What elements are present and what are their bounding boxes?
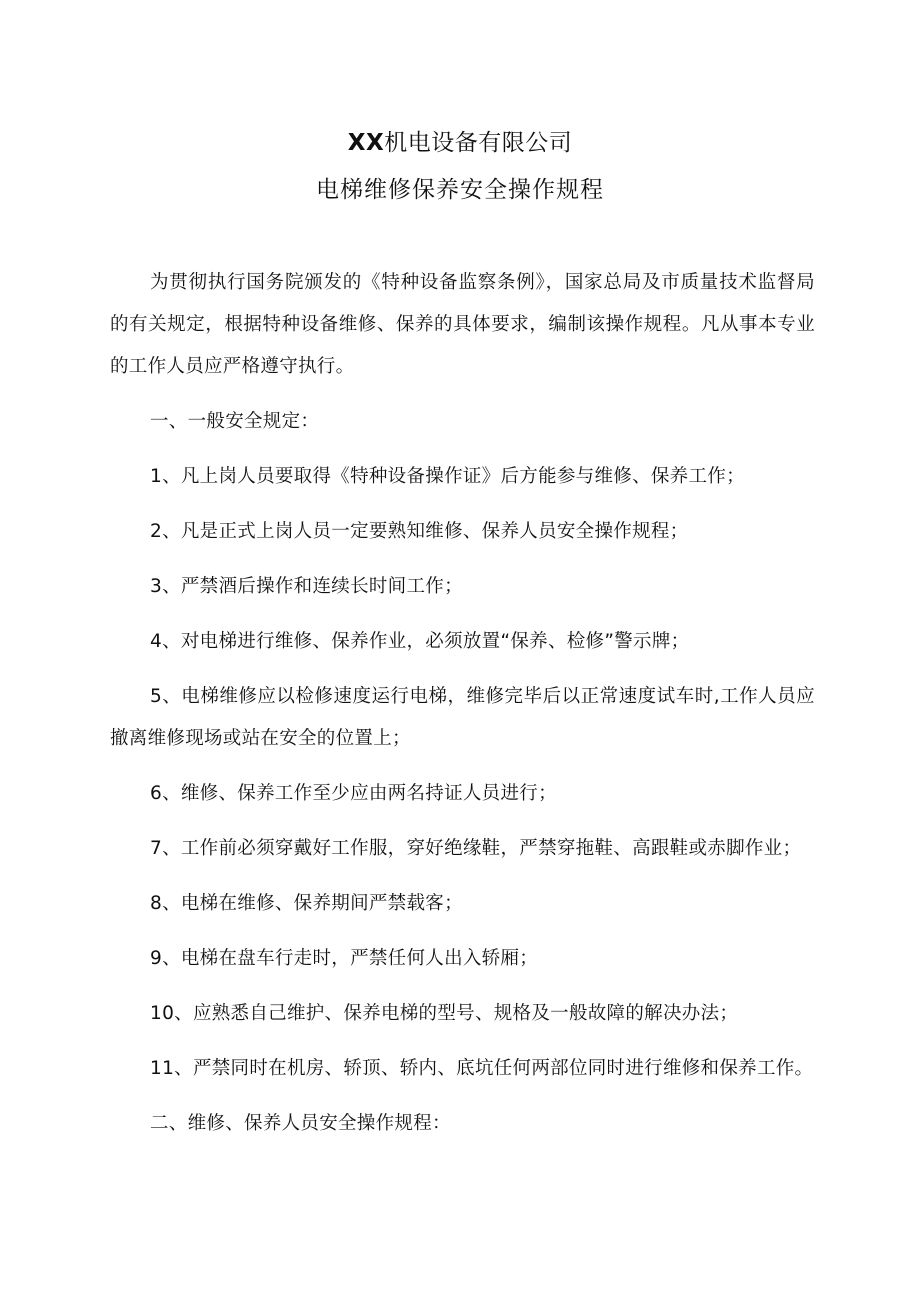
section-2-heading: 二、维修、保养人员安全操作规程： xyxy=(150,1113,451,1134)
document-title: 电梯维修保养安全操作规程 xyxy=(316,177,604,203)
company-prefix: XX xyxy=(347,130,385,156)
rule-item-4: 4、对电梯进行维修、保养作业，必须放置“保养、检修”警示牌； xyxy=(150,631,690,652)
company-name xyxy=(0,125,920,161)
rule-item-8: 8、电梯在维修、保养期间严禁载客； xyxy=(150,893,463,914)
rule-item-7: 7、工作前必须穿戴好工作服，穿好绝缘鞋，严禁穿拖鞋、高跟鞋或赤脚作业； xyxy=(150,838,802,859)
rule-item-6: 6、维修、保养工作至少应由两名持证人员进行； xyxy=(150,783,557,804)
rule-item-10: 10、应熟悉自己维护、保养电梯的型号、规格及一般故障的解决办法； xyxy=(150,1003,739,1024)
document-body xyxy=(110,262,815,1158)
rule-item-5: 5、电梯维修应以检修速度运行电梯，维修完毕后以正常速度试车时,工作人员应撤离维修现场或站在安全的位置上； xyxy=(110,686,815,749)
rule-item-9: 9、电梯在盘车行走时，严禁任何人出入轿厢； xyxy=(150,948,539,969)
rule-item-11: 11、严禁同时在机房、轿顶、轿内、底坑任何两部位同时进行维修和保养工作。 xyxy=(150,1058,814,1079)
intro-paragraph: 为贯彻执行国务院颁发的《特种设备监察条例》，国家总局及市质量技术监督局的有关规定，根据特种设备维修、保养的具体要求，编制该操作规程。凡从事本专业的工作人员应严格遵守执行。 xyxy=(110,272,815,377)
rule-item-2: 2、凡是正式上岗人员一定要熟知维修、保养人员安全操作规程； xyxy=(150,521,689,542)
company-name-text: 机电设备有限公司 xyxy=(384,130,573,156)
rule-item-3: 3、严禁酒后操作和连续长时间工作； xyxy=(150,576,463,597)
section-1-heading: 一、一般安全规定： xyxy=(150,411,320,432)
rule-item-1: 1、凡上岗人员要取得《特种设备操作证》后方能参与维修、保养工作； xyxy=(150,466,745,487)
